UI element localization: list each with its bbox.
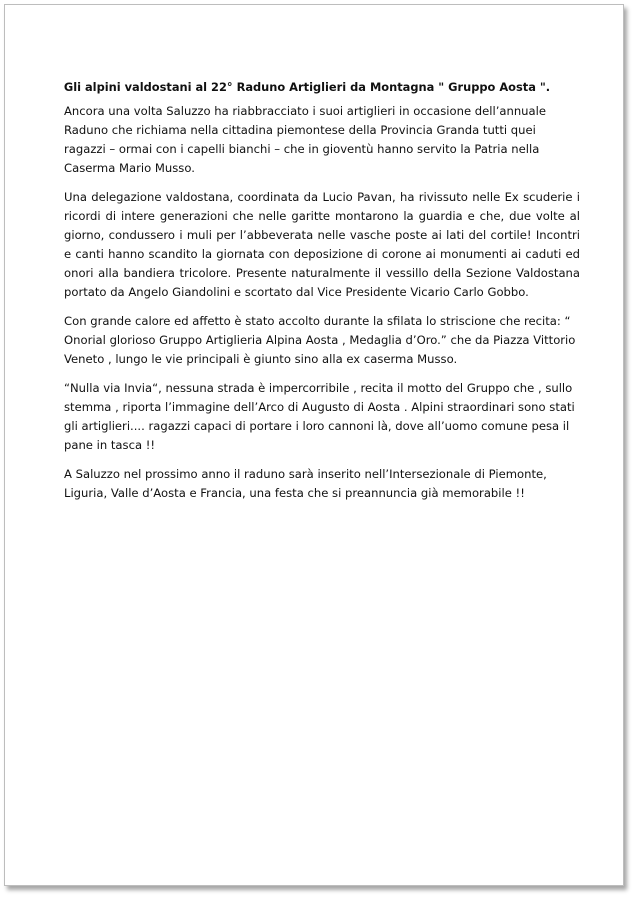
paragraph-4: “Nulla via Invia“, nessuna strada è impercorribile , recita il motto del Gruppo che , sullo stemma , riporta l’immagine dell’Arco di Augusto di Aosta . Alpini straordinari sono stati gli artiglieri.... ragazzi capaci di portare i loro cannoni là, dove all’uomo comune pesa il pane in tasca !! xyxy=(64,381,575,452)
document-title: Gli alpini valdostani al 22° Raduno Artiglieri da Montagna " Gruppo Aosta ". xyxy=(63,80,551,94)
paragraph-5: A Saluzzo nel prossimo anno il raduno sarà inserito nell’Intersezionale di Piemonte, Liguria, Valle d’Aosta e Francia, una festa che si preannuncia già memorabile !! xyxy=(64,467,547,500)
document-body xyxy=(64,80,580,513)
paragraph-3: Con grande calore ed affetto è stato accolto durante la sfilata lo striscione che recita: “ Onorial glorioso Gruppo Artiglieria Alpina Aosta , Medaglia d’Oro.” che da Piazza Vittorio Veneto , lungo le vie principali è giunto sino alla ex caserma Musso. xyxy=(64,314,576,366)
paragraph-2: Una delegazione valdostana, coordinata da Lucio Pavan, ha rivissuto nelle Ex scuderie i ricordi di intere generazioni che nelle garitte montarono la guardia e che, due volte al giorno, condussero i muli per l’abbeverata nelle vasche poste ai lati del cortile! Incontri e canti hanno scandito la giornata con deposizione di corone ai monumenti ai caduti ed onori alla bandiera tricolore. Presente naturalmente il vessillo della Sezione Valdostana portato da Angelo Giandolini e scortato dal Vice Presidente Vicario Carlo Gobbo. xyxy=(64,190,580,299)
paragraph-1: Ancora una volta Saluzzo ha riabbracciato i suoi artiglieri in occasione dell’annuale Raduno che richiama nella cittadina piemontese della Provincia Granda tutti quei ragazzi – ormai con i capelli bianchi – che in gioventù hanno servito la Patria nella Caserma Mario Musso. xyxy=(64,104,546,175)
document-page xyxy=(4,4,624,886)
